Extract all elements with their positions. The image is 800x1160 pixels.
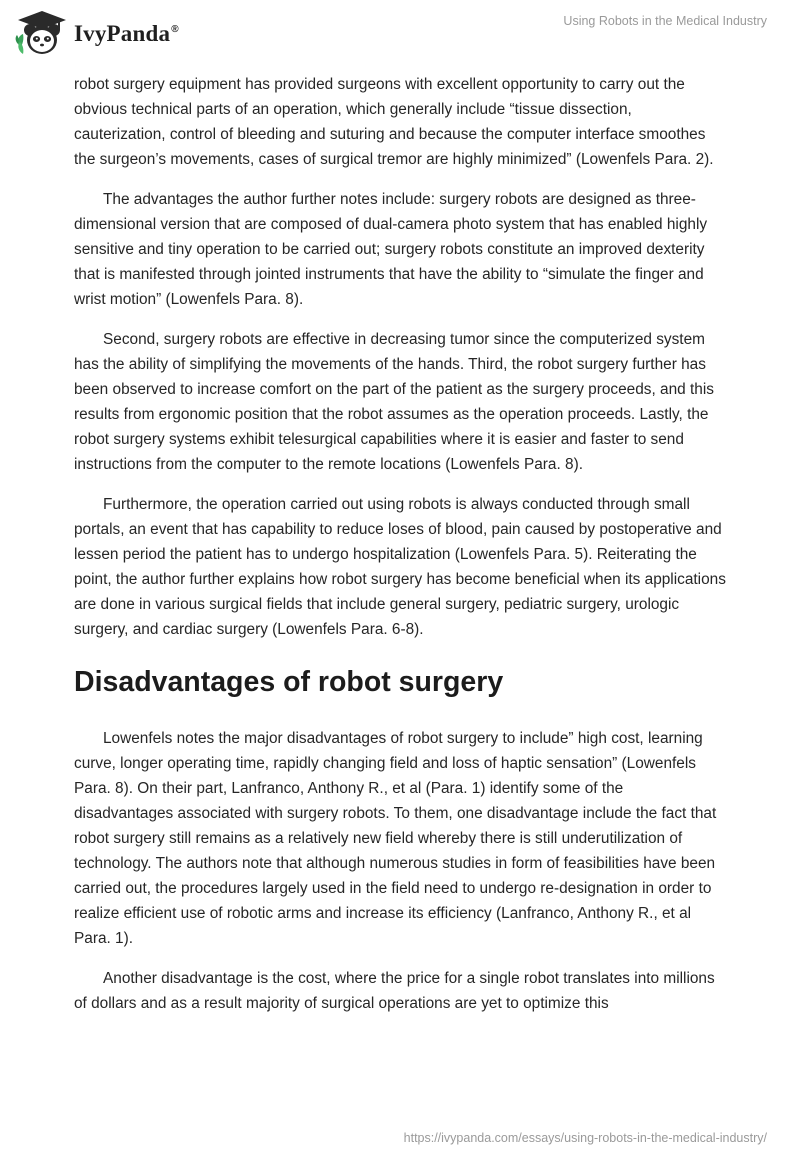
- document-title: Using Robots in the Medical Industry: [563, 14, 767, 28]
- paragraph: Lowenfels notes the major disadvantages of robot surgery to include” high cost, learning curve, longer operating time, rapidly changing field and loss of haptic sensation” (Lowenfels Para. 8). On their part, Lanfranco, Anthony R., et al (Para. 1) identify some of the disadvantages associated with surgery robots. To them, one disadvantage include the fact that robot surgery still remains as a relatively new field whereby there is still underutilization of technology. The authors note that although numerous studies in form of feasibilities have been carried out, the procedures largely used in the field need to undergo re-designation in order to realize efficient use of robotic arms and increase its efficiency (Lanfranco, Anthony R., et al Para. 1).: [74, 730, 717, 947]
- ivypanda-logo[interactable]: [14, 8, 179, 58]
- panda-graduate-icon: [14, 8, 70, 58]
- page-header: [0, 0, 800, 70]
- source-url[interactable]: https://ivypanda.com/essays/using-robots-in-the-medical-industry/: [403, 1131, 767, 1145]
- paragraph: The advantages the author further notes include: surgery robots are designed as three-dimensional version that are composed of dual-camera photo system that has enabled highly sensitive and tiny operation to be carried out; surgery robots constitute an improved dexterity that is manifested through jointed instruments that have the ability to “simulate the finger and wrist motion” (Lowenfels Para. 8).: [74, 191, 708, 308]
- section-heading: Disadvantages of robot surgery: [74, 666, 504, 698]
- essay-body: [74, 72, 726, 1031]
- logo-wordmark: IvyPanda®: [74, 21, 179, 46]
- paragraph: Furthermore, the operation carried out using robots is always conducted through small portals, an event that has capability to reduce loses of blood, pain caused by postoperative and lessen period the patient has to undergo hospitalization (Lowenfels Para. 5). Reiterating the point, the author further explains how robot surgery has become beneficial when its applications are done in various surgical fields that include general surgery, pediatric surgery, urologic surgery, and cardiac surgery (Lowenfels Para. 6-8).: [74, 496, 726, 638]
- paragraph: Second, surgery robots are effective in decreasing tumor since the computerized system has the ability of simplifying the movements of the hands. Third, the robot surgery further has been observed to increase comfort on the part of the patient as the surgery proceeds, and this results from ergonomic position that the robot assumes as the operation proceeds. Lastly, the robot surgery systems exhibit telesurgical capabilities where it is easier and faster to send instructions from the computer to the remote locations (Lowenfels Para. 8).: [74, 331, 714, 473]
- paragraph: robot surgery equipment has provided surgeons with excellent opportunity to carry out the obvious technical parts of an operation, which generally include “tissue dissection, cauterization, control of bleeding and suturing and because the computer interface smoothes the surgeon’s movements, cases of surgical tremor are highly minimized” (Lowenfels Para. 2).: [74, 76, 714, 168]
- paragraph: Another disadvantage is the cost, where the price for a single robot translates into millions of dollars and as a result majority of surgical operations are yet to optimize this: [74, 970, 715, 1012]
